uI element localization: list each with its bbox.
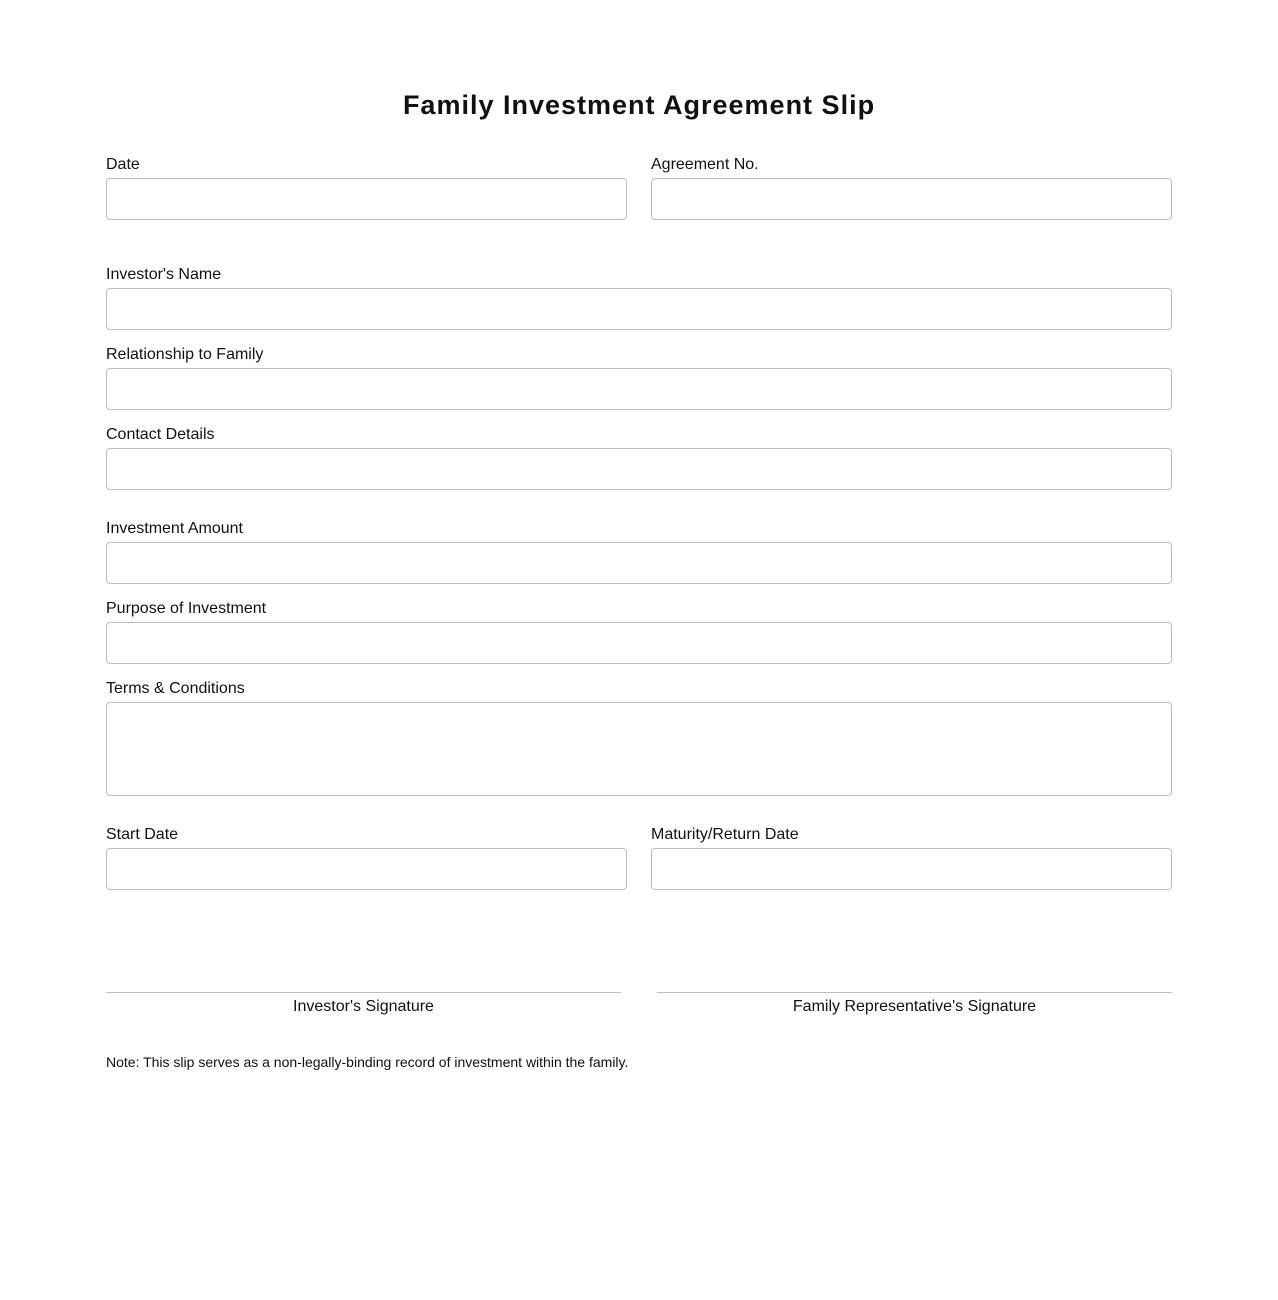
date-input[interactable]	[106, 178, 627, 220]
family-rep-signature-line	[657, 992, 1172, 993]
date-label: Date	[106, 156, 140, 173]
page-title: Family Investment Agreement Slip	[402, 90, 876, 120]
start-date-input[interactable]	[106, 848, 627, 890]
contact-input[interactable]	[106, 448, 1172, 490]
relationship-label: Relationship to Family	[106, 346, 264, 363]
terms-label: Terms & Conditions	[106, 680, 245, 697]
maturity-date-label: Maturity/Return Date	[651, 826, 799, 843]
agreement-no-label: Agreement No.	[651, 156, 759, 173]
relationship-input[interactable]	[106, 368, 1172, 410]
investor-signature-label: Investor's Signature	[293, 998, 434, 1015]
footer-note: Note: This slip serves as a non-legally-binding record of investment within the family.	[106, 1054, 629, 1070]
purpose-input[interactable]	[106, 622, 1172, 664]
investor-signature-line	[106, 992, 621, 993]
maturity-date-input[interactable]	[651, 848, 1172, 890]
terms-textarea[interactable]	[106, 702, 1172, 796]
investor-name-input[interactable]	[106, 288, 1172, 330]
family-rep-signature-label: Family Representative's Signature	[792, 998, 1037, 1015]
contact-label: Contact Details	[106, 426, 215, 443]
amount-input[interactable]	[106, 542, 1172, 584]
investor-name-label: Investor's Name	[106, 266, 222, 283]
agreement-no-input[interactable]	[651, 178, 1172, 220]
amount-label: Investment Amount	[106, 520, 243, 537]
purpose-label: Purpose of Investment	[106, 600, 267, 617]
start-date-label: Start Date	[106, 826, 179, 843]
